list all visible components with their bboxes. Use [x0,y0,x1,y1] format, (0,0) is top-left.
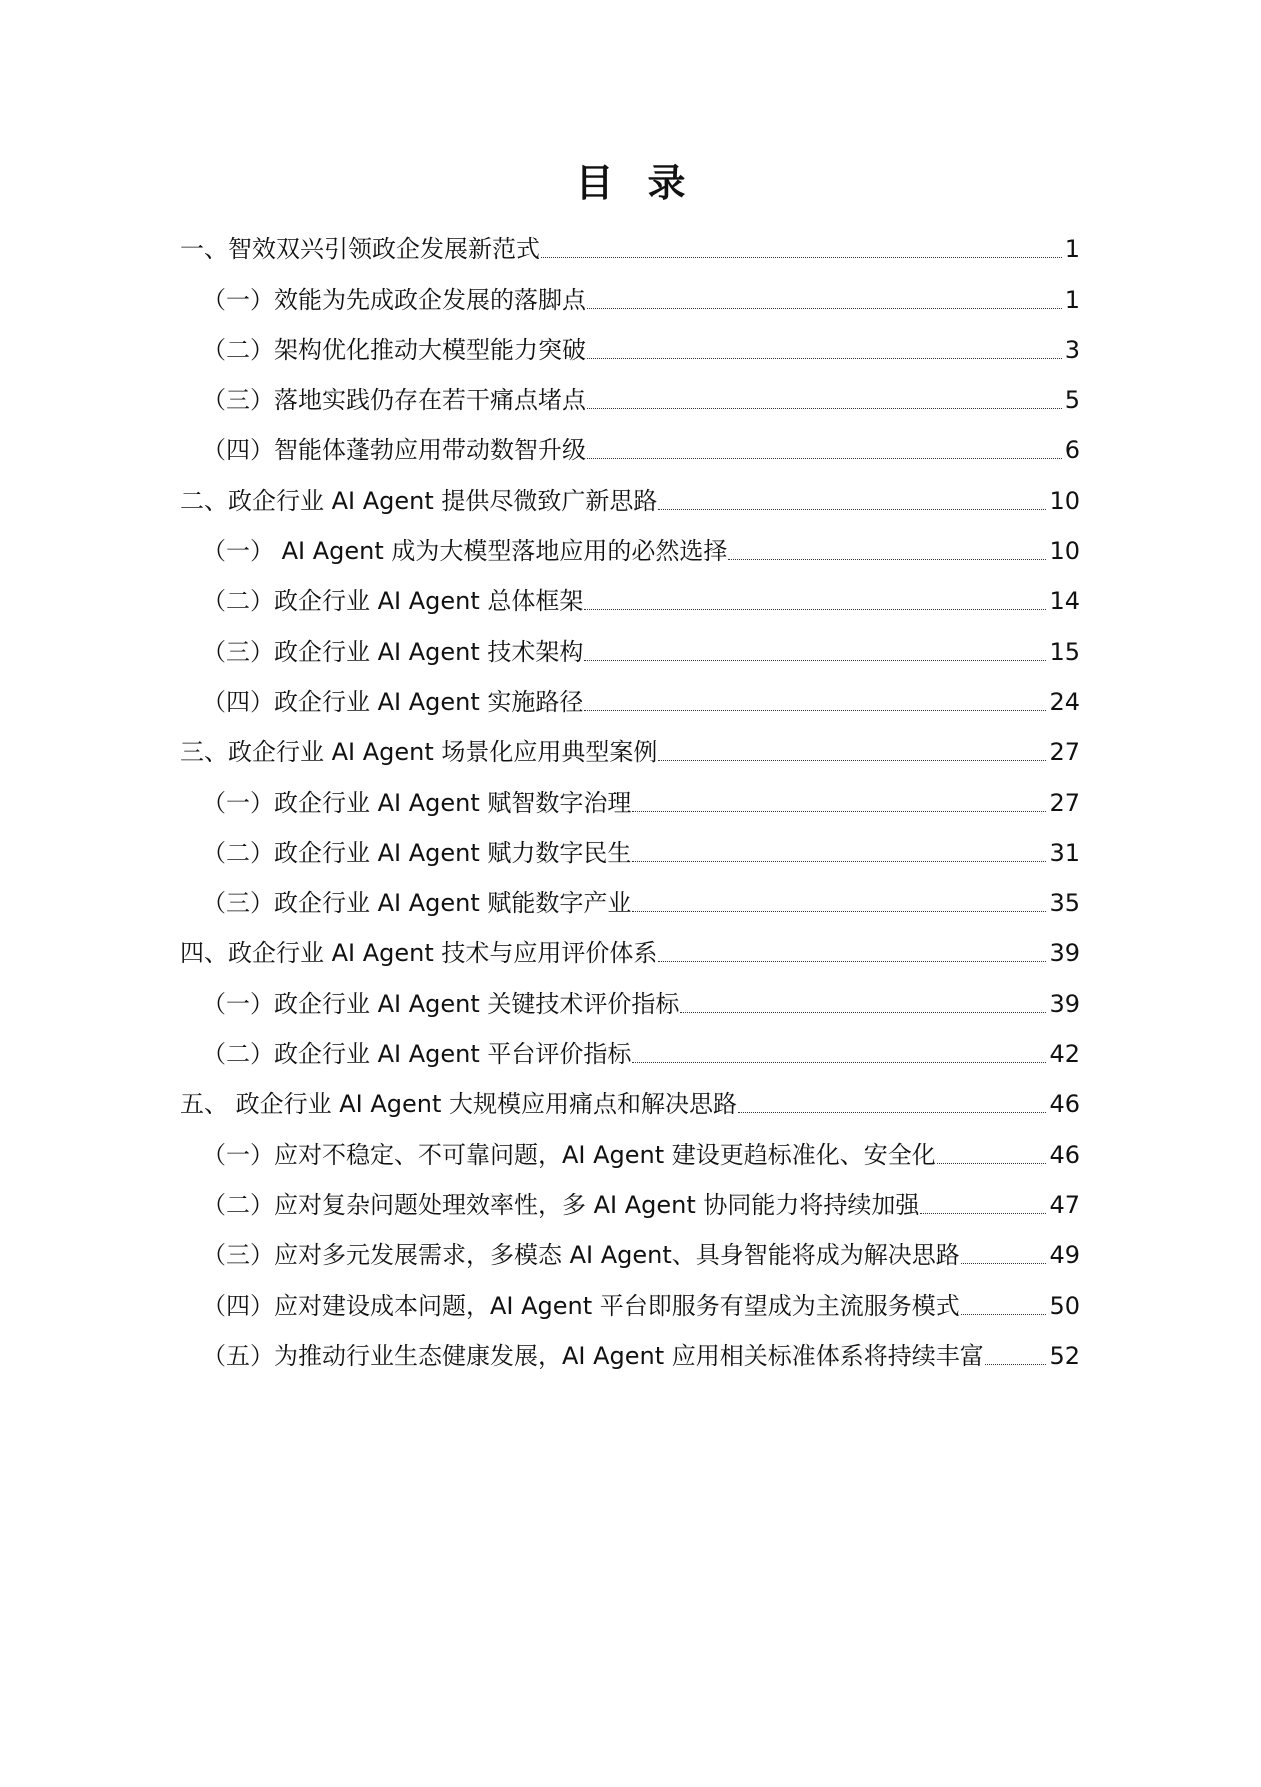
toc-dot-leader [541,257,1062,258]
toc-entry-title[interactable]: （一） AI Agent 成为大模型落地应用的必然选择 [202,537,728,566]
toc-heading-char-1: 目 [575,161,614,205]
toc-dot-leader [584,660,1046,661]
toc-page-number: 10 [1049,486,1080,515]
toc-dot-leader [680,1012,1046,1013]
toc-entry-title[interactable]: （二）应对复杂问题处理效率性，多 AI Agent 协同能力将持续加强 [202,1190,920,1219]
toc-dot-leader [584,609,1046,610]
toc-dot-leader [658,760,1046,761]
toc-dot-leader [937,1163,1047,1164]
toc-entry-title[interactable]: （四）应对建设成本问题，AI Agent 平台即服务有望成为主流服务模式 [202,1291,960,1320]
toc-page-number: 10 [1049,537,1080,566]
toc-subsection-entry[interactable] [180,520,1080,570]
toc-dot-leader [985,1364,1047,1365]
toc-subsection-entry[interactable] [180,369,1080,419]
toc-section-entry[interactable] [180,1073,1080,1123]
toc-page-number: 39 [1049,989,1080,1018]
toc-page-number: 6 [1064,436,1080,465]
toc-page-number: 42 [1049,1040,1080,1069]
toc-page-number: 5 [1064,386,1080,415]
toc-subsection-entry[interactable] [180,1224,1080,1274]
toc-subsection-entry[interactable] [180,1174,1080,1224]
toc-page-number: 35 [1049,889,1080,918]
toc-subsection-entry[interactable] [180,1123,1080,1173]
toc-dot-leader [632,811,1046,812]
toc-page-number: 1 [1064,235,1080,264]
toc-subsection-entry[interactable] [180,872,1080,922]
toc-section-entry[interactable] [180,922,1080,972]
toc-dot-leader [632,861,1046,862]
toc-dot-leader [632,911,1046,912]
toc-subsection-entry[interactable] [180,771,1080,821]
toc-entry-title[interactable]: 二、政企行业 AI Agent 提供尽微致广新思路 [180,486,658,515]
toc-page-number: 39 [1049,939,1080,968]
toc-subsection-entry[interactable] [180,268,1080,318]
toc-entry-title[interactable]: （五）为推动行业生态健康发展，AI Agent 应用相关标准体系将持续丰富 [202,1341,984,1370]
toc-dot-leader [728,559,1046,560]
toc-dot-leader [587,358,1062,359]
toc-entry-title[interactable]: 一、智效双兴引领政企发展新范式 [180,235,540,264]
toc-subsection-entry[interactable] [180,1023,1080,1073]
toc-entry-title[interactable]: （一）效能为先成政企发展的落脚点 [202,285,586,314]
toc-subsection-entry[interactable] [180,419,1080,469]
toc-entry-title[interactable]: （二）架构优化推动大模型能力突破 [202,335,586,364]
toc-entry-title[interactable]: （二）政企行业 AI Agent 平台评价指标 [202,1040,632,1069]
toc-entry-title[interactable]: （一）应对不稳定、不可靠问题，AI Agent 建设更趋标准化、安全化 [202,1140,936,1169]
toc-entry-title[interactable]: （四）政企行业 AI Agent 实施路径 [202,687,584,716]
toc-subsection-entry[interactable] [180,1274,1080,1324]
toc-list [180,218,1080,1375]
toc-subsection-entry[interactable] [180,620,1080,670]
toc-entry-title[interactable]: （一）政企行业 AI Agent 赋智数字治理 [202,788,632,817]
toc-entry-title[interactable]: （一）政企行业 AI Agent 关键技术评价指标 [202,989,680,1018]
toc-entry-title[interactable]: （四）智能体蓬勃应用带动数智升级 [202,436,586,465]
toc-page-number: 14 [1049,587,1080,616]
toc-dot-leader [738,1112,1046,1113]
toc-dot-leader [587,408,1062,409]
toc-dot-leader [658,961,1046,962]
toc-page-number: 3 [1064,335,1080,364]
toc-entry-title[interactable]: （三）应对多元发展需求，多模态 AI Agent、具身智能将成为解决思路 [202,1241,960,1270]
toc-subsection-entry[interactable] [180,671,1080,721]
toc-entry-title[interactable]: 三、政企行业 AI Agent 场景化应用典型案例 [180,738,658,767]
toc-dot-leader [632,1062,1046,1063]
toc-entry-title[interactable]: （三）政企行业 AI Agent 赋能数字产业 [202,889,632,918]
toc-page-number: 46 [1049,1090,1080,1119]
toc-subsection-entry[interactable] [180,570,1080,620]
toc-heading-char-2: 录 [647,161,686,205]
toc-dot-leader [584,710,1046,711]
toc-subsection-entry[interactable] [180,319,1080,369]
toc-dot-leader [587,458,1062,459]
toc-section-entry[interactable] [180,721,1080,771]
toc-subsection-entry[interactable] [180,822,1080,872]
toc-page-number: 46 [1049,1140,1080,1169]
toc-entry-title[interactable]: （三）政企行业 AI Agent 技术架构 [202,637,584,666]
toc-page-number: 50 [1049,1291,1080,1320]
toc-page-number: 31 [1049,838,1080,867]
toc-dot-leader [961,1314,1047,1315]
toc-entry-title[interactable]: （三）落地实践仍存在若干痛点堵点 [202,386,586,415]
toc-dot-leader [587,308,1062,309]
toc-page-number: 27 [1049,788,1080,817]
toc-entry-title[interactable]: （二）政企行业 AI Agent 总体框架 [202,587,584,616]
toc-page-number: 47 [1049,1190,1080,1219]
toc-subsection-entry[interactable] [180,1325,1080,1375]
toc-section-entry[interactable] [180,218,1080,268]
toc-subsection-entry[interactable] [180,972,1080,1022]
toc-page-number: 24 [1049,687,1080,716]
toc-entry-title[interactable]: （二）政企行业 AI Agent 赋力数字民生 [202,838,632,867]
toc-page-number: 27 [1049,738,1080,767]
toc-page-number: 15 [1049,637,1080,666]
toc-page-number: 49 [1049,1241,1080,1270]
toc-dot-leader [961,1263,1047,1264]
toc-entry-title[interactable]: 五、 政企行业 AI Agent 大规模应用痛点和解决思路 [180,1090,738,1119]
toc-page-number: 1 [1064,285,1080,314]
toc-page-number: 52 [1049,1341,1080,1370]
toc-heading [0,158,1261,208]
toc-dot-leader [920,1213,1046,1214]
toc-entry-title[interactable]: 四、政企行业 AI Agent 技术与应用评价体系 [180,939,658,968]
toc-dot-leader [658,509,1046,510]
toc-section-entry[interactable] [180,469,1080,519]
